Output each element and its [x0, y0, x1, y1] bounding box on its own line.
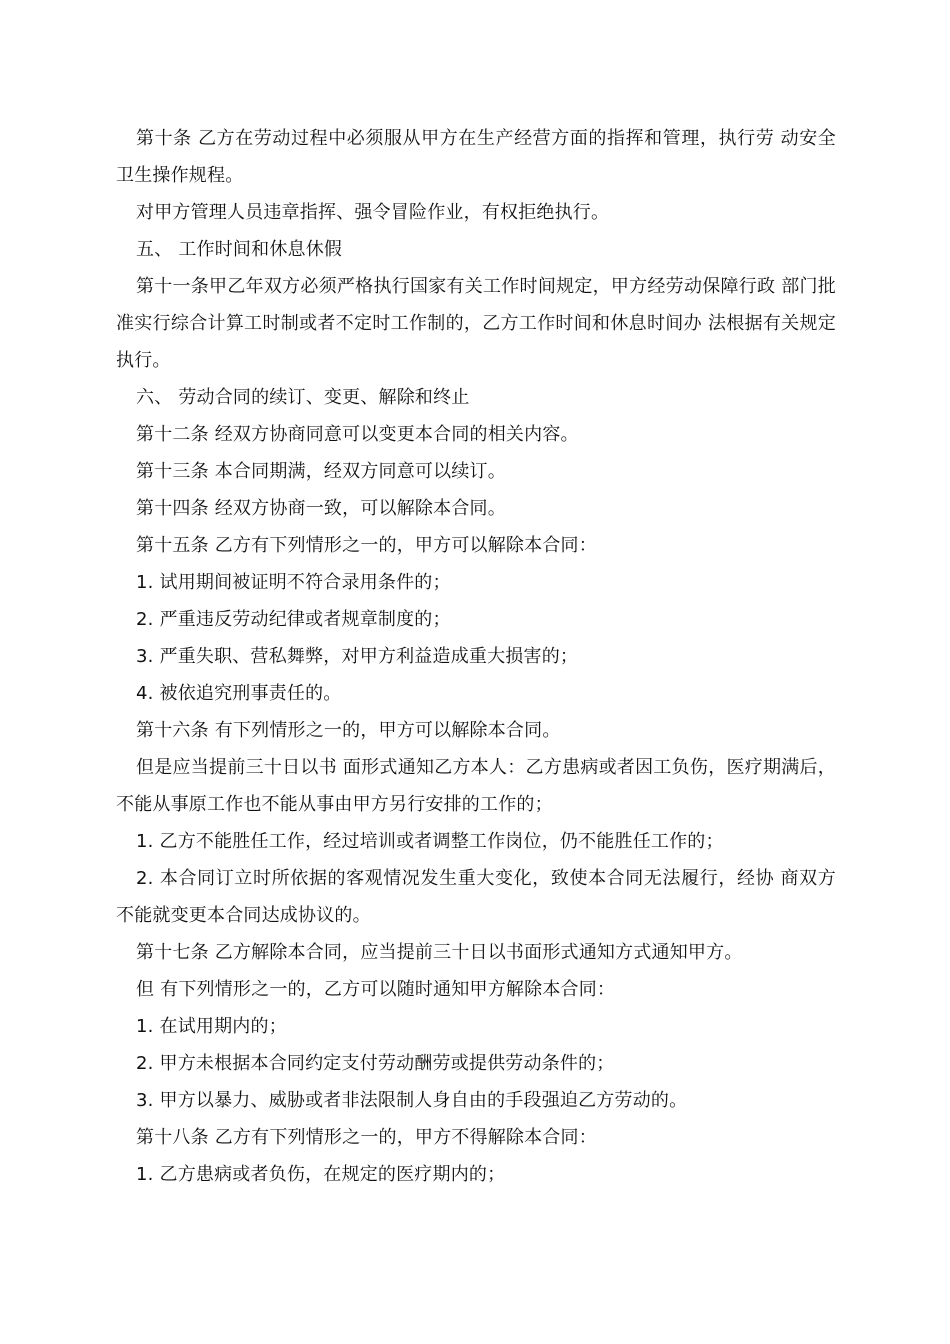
section-heading-6: 六、 劳动合同的续订、变更、解除和终止	[136, 387, 470, 408]
list-item-15-3: 3. 严重失职、营私舞弊，对甲方利益造成重大损害的；	[136, 646, 579, 667]
document-body	[116, 120, 836, 1193]
paragraph-article-14: 第十四条 经双方协商一致，可以解除本合同。	[136, 498, 506, 519]
paragraph-article-17: 第十七条 乙方解除本合同，应当提前三十日以书面形式通知方式通知甲方。	[136, 942, 743, 963]
paragraph-article-16-notice: 但是应当提前三十日以书 面形式通知乙方本人：乙方患病或者因工负伤，医疗期满后，不能从事原工作也不能从事由甲方另行安排的工作的；	[116, 757, 836, 815]
paragraph-article-16: 第十六条 有下列情形之一的，甲方可以解除本合同。	[136, 720, 561, 741]
paragraph-article-17-exception: 但 有下列情形之一的，乙方可以随时通知甲方解除本合同：	[136, 979, 616, 1000]
section-heading-5: 五、 工作时间和休息休假	[136, 239, 343, 260]
list-item-16-2: 2. 本合同订立时所依据的客观情况发生重大变化，致使本合同无法履行，经协 商双方不能就变更本合同达成协议的。	[116, 868, 836, 926]
paragraph-article-10: 第十条 乙方在劳动过程中必须服从甲方在生产经营方面的指挥和管理，执行劳 动安全卫生操作规程。	[116, 128, 836, 186]
list-item-15-2: 2. 严重违反劳动纪律或者规章制度的；	[136, 609, 451, 630]
paragraph-article-15: 第十五条 乙方有下列情形之一的，甲方可以解除本合同：	[136, 535, 597, 556]
list-item-17-1: 1. 在试用期内的；	[136, 1016, 287, 1037]
list-item-18-1: 1. 乙方患病或者负伤，在规定的医疗期内的；	[136, 1164, 506, 1185]
list-item-17-2: 2. 甲方未根据本合同约定支付劳动酬劳或提供劳动条件的；	[136, 1053, 615, 1074]
paragraph-article-12: 第十二条 经双方协商同意可以变更本合同的相关内容。	[136, 424, 579, 445]
paragraph-article-18: 第十八条 乙方有下列情形之一的，甲方不得解除本合同：	[136, 1127, 597, 1148]
list-item-15-1: 1. 试用期间被证明不符合录用条件的；	[136, 572, 451, 593]
list-item-15-4: 4. 被依追究刑事责任的。	[136, 683, 342, 704]
paragraph-article-11: 第十一条甲乙年双方必须严格执行国家有关工作时间规定，甲方经劳动保障行政 部门批准实行综合计算工时制或者不定时工作制的，乙方工作时间和休息时间办 法根据有关规定执行。	[116, 276, 836, 371]
list-item-16-1: 1. 乙方不能胜任工作，经过培训或者调整工作岗位，仍不能胜任工作的；	[136, 831, 724, 852]
list-item-17-3: 3. 甲方以暴力、威胁或者非法限制人身自由的手段强迫乙方劳动的。	[136, 1090, 688, 1111]
paragraph-refuse-orders: 对甲方管理人员违章指挥、强令冒险作业，有权拒绝执行。	[136, 202, 610, 223]
paragraph-article-13: 第十三条 本合同期满，经双方同意可以续订。	[136, 461, 506, 482]
